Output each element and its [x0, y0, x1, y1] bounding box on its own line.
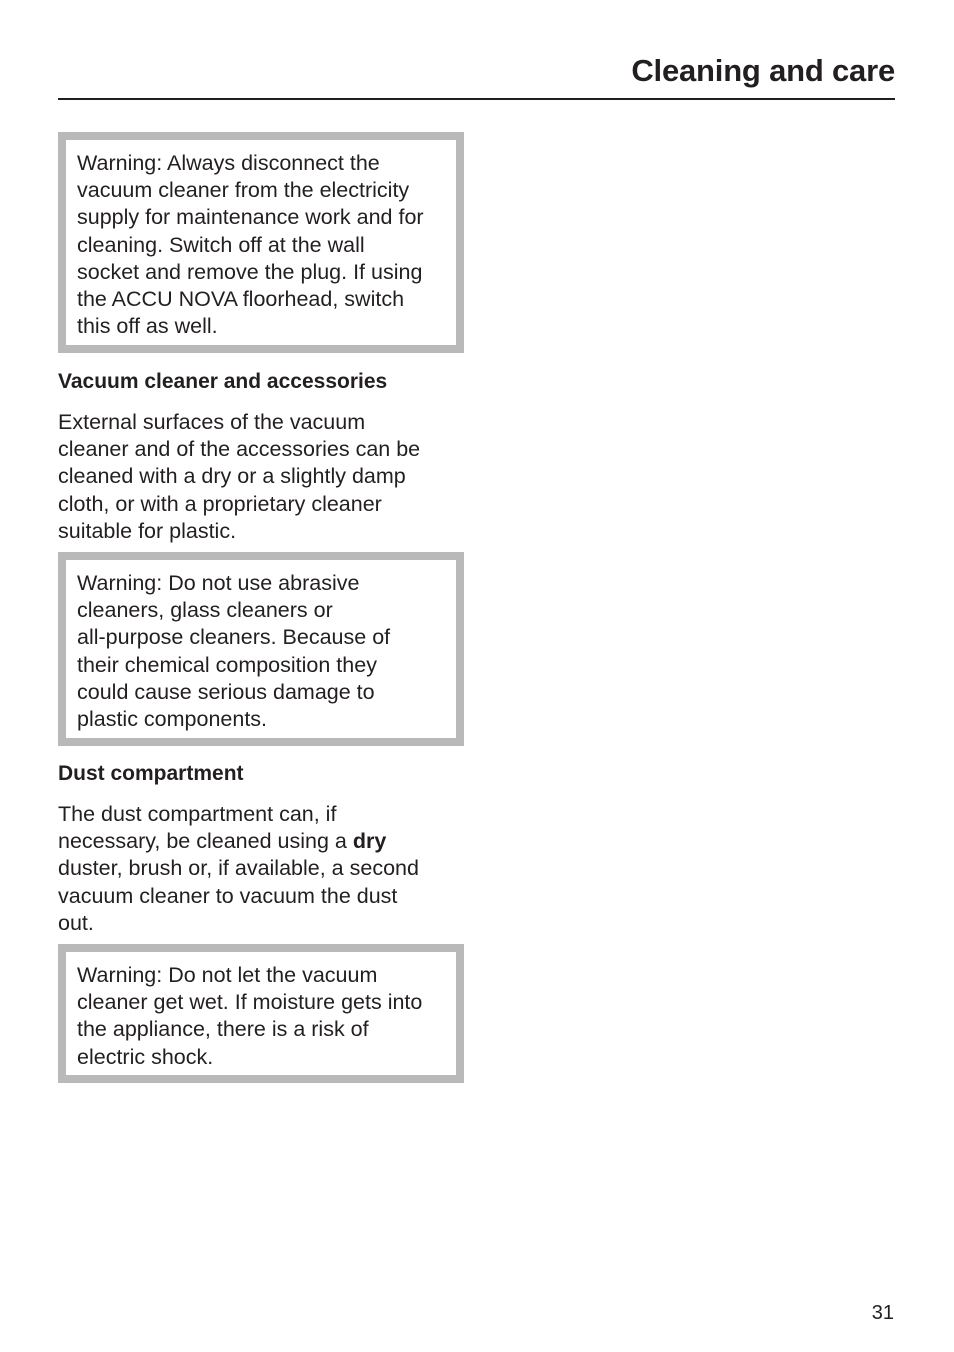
body-line: duster, brush or, if available, a second	[58, 856, 419, 881]
warning-line: their chemical composition they	[77, 652, 377, 677]
section-heading-dust-compartment: Dust compartment	[58, 762, 244, 785]
warning-line: socket and remove the plug. If using	[77, 259, 423, 284]
warning-line: cleaner get wet. If moisture gets into	[77, 990, 423, 1015]
warning-line: Warning: Do not let the vacuum	[77, 963, 378, 987]
warning-line: the ACCU NOVA floorhead, switch	[77, 287, 405, 312]
warning-line: supply for maintenance work and for	[77, 205, 424, 230]
warning-line: could cause serious damage to	[77, 679, 375, 704]
page-title: Cleaning and care	[631, 53, 895, 88]
section-heading-vacuum-cleaner-accessories: Vacuum cleaner and accessories	[58, 370, 388, 393]
body-line: out.	[58, 910, 94, 935]
body-line: External surfaces of the vacuum	[58, 410, 366, 434]
body-line: vacuum cleaner to vacuum the dust	[58, 883, 398, 908]
warning-line: all-purpose cleaners. Because of	[77, 625, 391, 650]
warning-text	[77, 150, 448, 340]
body-paragraph	[58, 409, 458, 545]
body-line: cleaner and of the accessories can be	[58, 437, 421, 462]
warning-box-moisture	[58, 944, 464, 1083]
warning-line: Warning: Always disconnect the	[77, 151, 380, 175]
body-line: necessary, be cleaned using a	[58, 829, 353, 854]
warning-line: Warning: Do not use abrasive	[77, 571, 360, 595]
body-line: cleaned with a dry or a slightly damp	[58, 464, 406, 489]
warning-line: plastic components.	[77, 707, 268, 732]
page-number: 31	[871, 1302, 894, 1324]
warning-text	[77, 570, 448, 733]
emphasis-dry: dry	[352, 829, 387, 854]
warning-box-abrasive-cleaners	[58, 552, 464, 746]
body-text-vacuum-cleaner-accessories	[58, 409, 458, 545]
warning-line: electric shock.	[77, 1044, 214, 1069]
body-line: The dust compartment can, if	[58, 802, 337, 826]
body-line: suitable for plastic.	[58, 518, 237, 543]
page-header	[58, 52, 895, 100]
warning-line: cleaners, glass cleaners or	[77, 598, 333, 623]
body-text-dust-compartment	[58, 801, 458, 937]
warning-box-disconnect	[58, 132, 464, 353]
body-line: cloth, or with a proprietary cleaner	[58, 491, 382, 516]
warning-line: this off as well.	[77, 314, 218, 339]
warning-line: vacuum cleaner from the electricity	[77, 178, 410, 203]
warning-line: cleaning. Switch off at the wall	[77, 232, 365, 257]
warning-line: the appliance, there is a risk of	[77, 1017, 369, 1042]
warning-text	[77, 962, 448, 1071]
body-paragraph	[58, 801, 458, 937]
